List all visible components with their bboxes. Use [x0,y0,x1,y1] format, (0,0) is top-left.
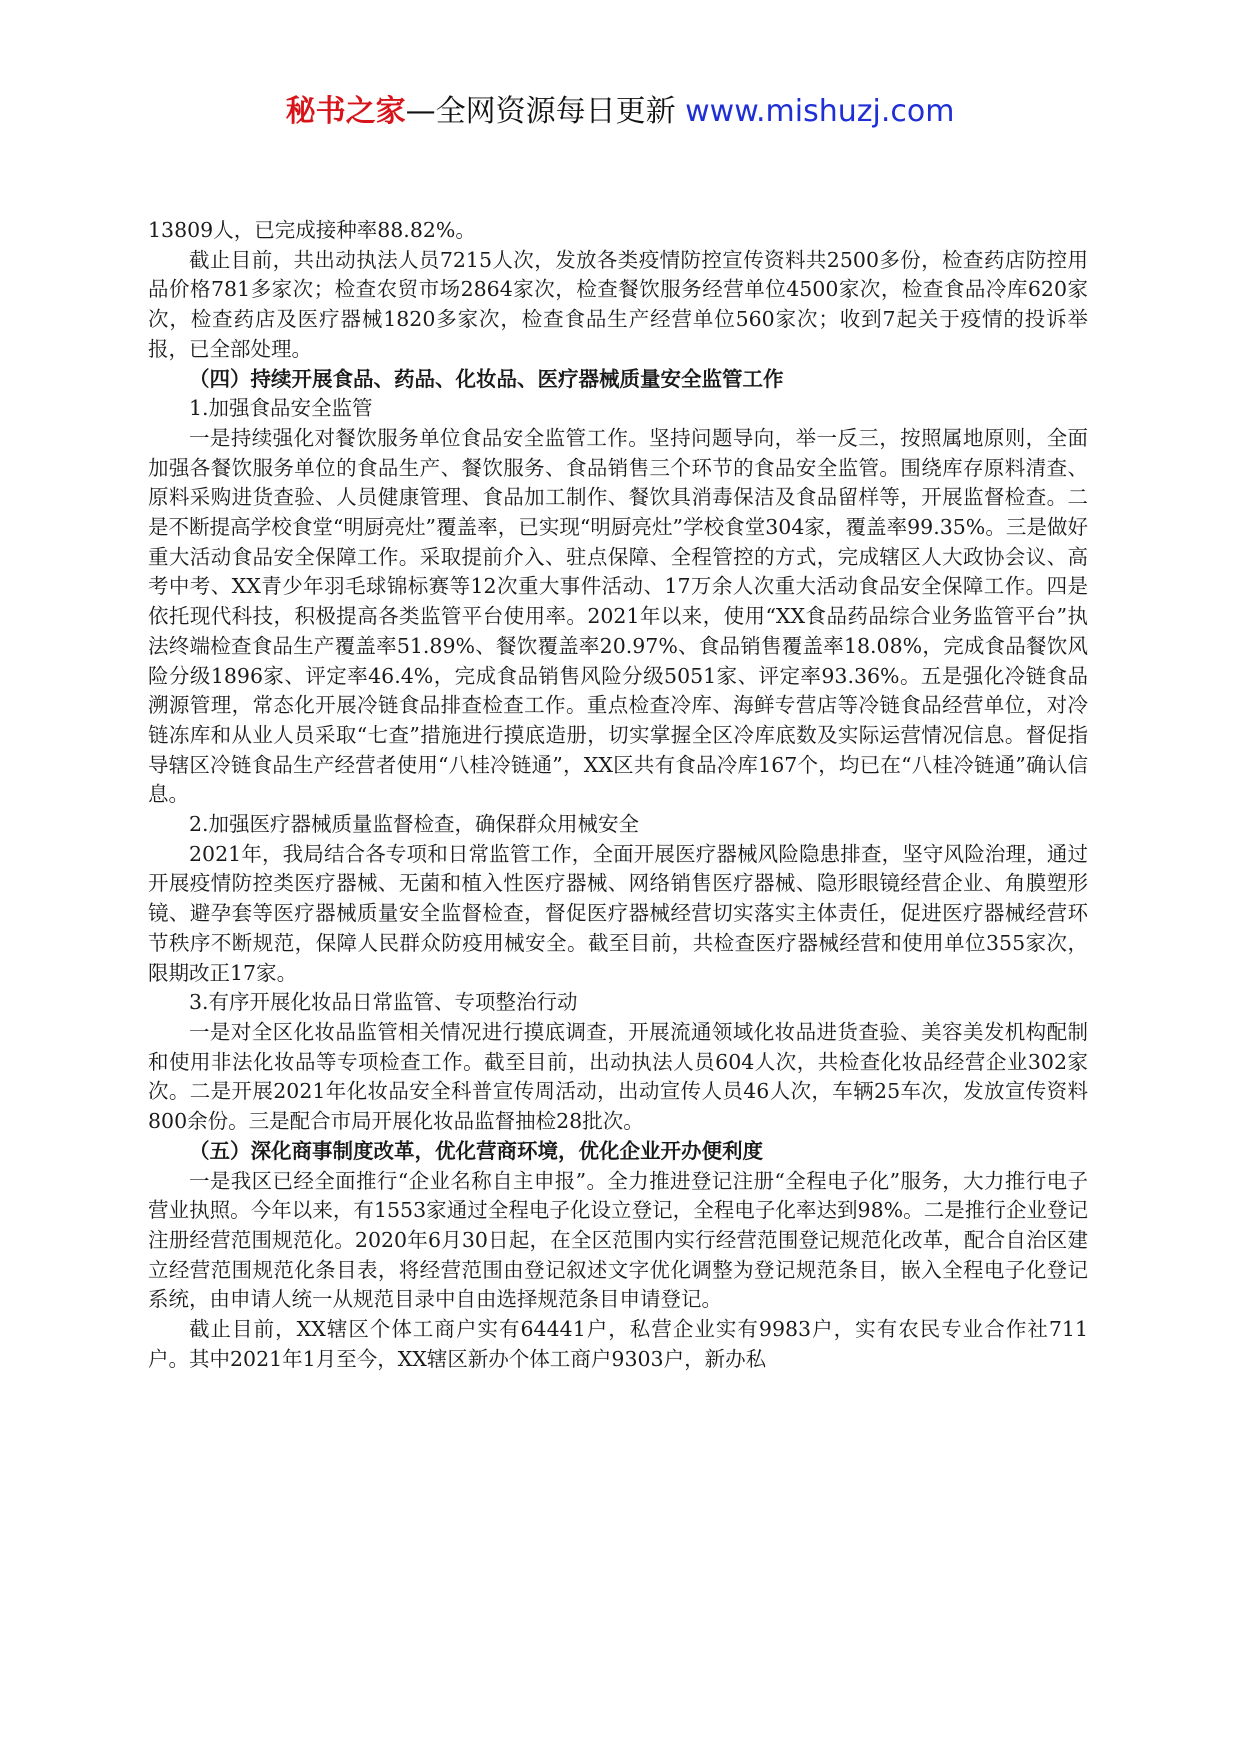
paragraph-medical-devices: 2021年，我局结合各专项和日常监管工作，全面开展医疗器械风险隐患排查，坚守风险治理，通过开展疫情防控类医疗器械、无菌和植入性医疗器械、网络销售医疗器械、隐形眼镜经营企业、角膜塑形镜、避孕套等医疗器械质量安全监督检查，督促医疗器械经营切实落实主体责任，促进医疗器械经营环节秩序不断规范，保障人民群众防疫用械安全。截至目前，共检查医疗器械经营和使用单位355家次，限期改正17家。 [148,841,1088,985]
paragraph-business-stats: 截止目前，XX辖区个体工商户实有64441户，私营企业实有9983户，实有农民专业合作社711户。其中2021年1月至今，XX辖区新办个体工商户9303户，新办私 [148,1317,1088,1371]
site-brand: 秘书之家 [285,94,406,129]
section-heading-4: （四）持续开展食品、药品、化妆品、医疗器械质量安全监管工作 [189,366,784,391]
section-heading-5: （五）深化商事制度改革，优化营商环境，优化企业开办便利度 [189,1138,763,1163]
document-body [148,216,1088,1374]
paragraph-business-reform: 一是我区已经全面推行“企业名称自主申报”。全力推进登记注册“全程电子化”服务，大力推行电子营业执照。今年以来，有1553家通过全程电子化设立登记，全程电子化率达到98%。二是推行企业登记注册经营范围规范化。2020年6月30日起，在全区范围内实行经营范围登记规范化改革，配合自治区建立经营范围规范化条目表，将经营范围由登记叙述文字优化调整为登记规范条目，嵌入全程电子化登记系统，由申请人统一从规范目录中自由选择规范条目申请登记。 [148,1168,1088,1312]
paragraph-food-safety: 一是持续强化对餐饮服务单位食品安全监管工作。坚持问题导向，举一反三，按照属地原则，全面加强各餐饮服务单位的食品生产、餐饮服务、食品销售三个环节的食品安全监管。围绕库存原料清查、原料采购进货查验、人员健康管理、食品加工制作、餐饮具消毒保洁及食品留样等，开展监督检查。二是不断提高学校食堂“明厨亮灶”覆盖率，已实现“明厨亮灶”学校食堂304家，覆盖率99.35%。三是做好重大活动食品安全保障工作。采取提前介入、驻点保障、全程管控的方式，完成辖区人大政协会议、高考中考、XX青少年羽毛球锦标赛等12次重大事件活动、17万余人次重大活动食品安全保障工作。四是依托现代科技，积极提高各类监管平台使用率。2021年以来，使用“XX食品药品综合业务监管平台”执法终端检查食品生产覆盖率51.89%、餐饮覆盖率20.97%、食品销售覆盖率18.08%，完成食品餐饮风险分级1896家、评定率46.4%，完成食品销售风险分级5051家、评定率93.36%。五是强化冷链食品溯源管理，常态化开展冷链食品排查检查工作。重点检查冷库、海鲜专营店等冷链食品经营单位，对冷链冻库和从业人员采取“七查”措施进行摸底造册，切实掌握全区冷库底数及实际运营情况信息。督促指导辖区冷链食品生产经营者使用“八桂冷链通”，XX区共有食品冷库167个，均已在“八桂冷链通”确认信息。 [148,425,1088,807]
paragraph-vaccination: 13809人，已完成接种率88.82%。 [148,218,476,242]
site-slogan: —全网资源每日更新 [405,94,686,129]
paragraph-enforcement-stats: 截止目前，共出动执法人员7215人次，发放各类疫情防控宣传资料共2500多份，检查药店防控用品价格781多家次；检查农贸市场2864家次，检查餐饮服务经营单位4500家次，检查食品冷库620家次，检查药店及医疗器械1820多家次，检查食品生产经营单位560家次；收到7起关于疫情的投诉举报，已全部处理。 [148,247,1088,361]
subheading-cosmetics: 3.有序开展化妆品日常监管、专项整治行动 [189,990,578,1015]
subheading-medical-devices: 2.加强医疗器械质量监督检查，确保群众用械安全 [189,812,640,837]
paragraph-cosmetics: 一是对全区化妆品监管相关情况进行摸底调查，开展流通领域化妆品进货查验、美容美发机构配制和使用非法化妆品等专项检查工作。截至目前，出动执法人员604人次，共检查化妆品经营企业302家次。二是开展2021年化妆品安全科普宣传周活动，出动宣传人员46人次，车辆25车次，发放宣传资料800余份。三是配合市局开展化妆品监督抽检28批次。 [148,1019,1088,1134]
site-header [0,92,1240,132]
site-url-link[interactable]: www.mishuzj.com [685,94,955,129]
subheading-food-safety: 1.加强食品安全监管 [189,396,373,421]
